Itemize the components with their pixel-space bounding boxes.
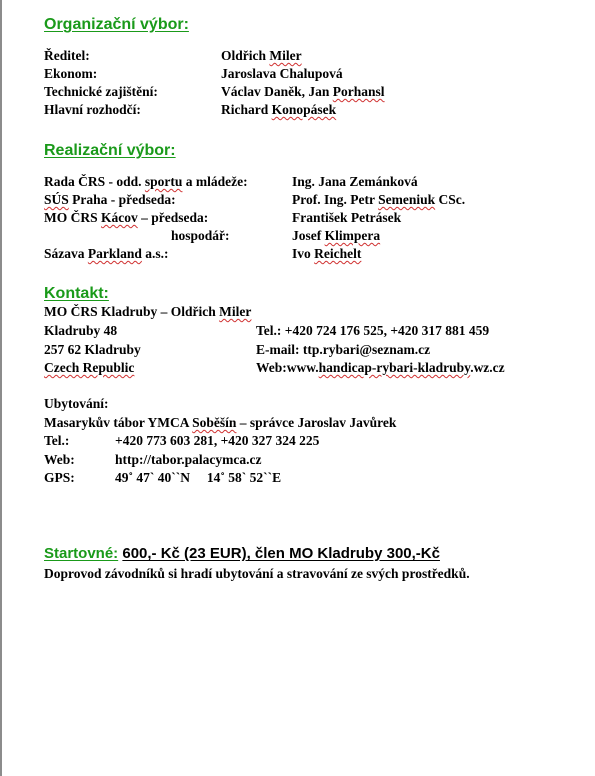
lodging-tel-value: +420 773 603 281, +420 327 324 225 <box>115 433 320 448</box>
org-director-label: Ředitel: <box>44 48 90 63</box>
lodging-gps-value: 49˚ 47` 40``N 14˚ 58` 52``E <box>115 470 282 485</box>
contact-heading: Kontakt: <box>44 285 109 302</box>
entry-fee-note: Doprovod závodníků si hradí ubytování a stravování ze svých prostředků. <box>44 566 470 581</box>
org-economist-value: Jaroslava Chalupová <box>221 66 343 81</box>
entry-fee-value: 600,- Kč (23 EUR), člen MO Kladruby 300,-Kč <box>122 545 440 562</box>
contact-address-line-2: 257 62 Kladruby <box>44 342 141 357</box>
real-row-3-value: František Petrásek <box>292 210 402 225</box>
lodging-name: Masarykův tábor YMCA Soběšín – správce Jaroslav Javůrek <box>44 415 397 430</box>
real-row-2-label: SÚS Praha - předseda: <box>44 192 176 207</box>
real-row-4-label: hospodář: <box>171 228 230 243</box>
contact-phone: Tel.: +420 724 176 525, +420 317 881 459 <box>256 323 490 338</box>
realization-committee-heading: Realizační výbor: <box>44 142 176 159</box>
lodging-gps-label: GPS: <box>44 470 75 485</box>
real-row-4-value: Josef Klimpera <box>292 228 381 243</box>
contact-web: Web:www.handicap-rybari-kladruby.wz.cz <box>256 360 505 375</box>
org-technical-value: Václav Daněk, Jan Porhansl <box>221 84 385 99</box>
real-row-5-value: Ivo Reichelt <box>292 246 362 261</box>
org-technical-label: Technické zajištění: <box>44 84 158 99</box>
real-row-1-label: Rada ČRS - odd. sportu a mládeže: <box>44 174 248 189</box>
lodging-web-label: Web: <box>44 452 75 467</box>
contact-name: MO ČRS Kladruby – Oldřich Miler <box>44 304 252 319</box>
entry-fee-line <box>44 545 440 562</box>
real-row-2-value: Prof. Ing. Petr Semeniuk CSc. <box>292 192 466 207</box>
real-row-1-value: Ing. Jana Zemánková <box>292 174 418 189</box>
org-referee-value: Richard Konopásek <box>221 102 337 117</box>
org-economist-label: Ekonom: <box>44 66 98 81</box>
real-row-3-label: MO ČRS Kácov – předseda: <box>44 210 209 225</box>
entry-fee-label: Startovné: <box>44 545 119 562</box>
lodging-web-value: http://tabor.palacymca.cz <box>115 452 262 467</box>
org-referee-label: Hlavní rozhodčí: <box>44 102 141 117</box>
lodging-heading: Ubytování: <box>44 396 109 411</box>
org-director-value: Oldřich Miler <box>221 48 302 63</box>
contact-address-line-3: Czech Republic <box>44 360 135 375</box>
lodging-tel-label: Tel.: <box>44 433 70 448</box>
contact-address-line-1: Kladruby 48 <box>44 323 118 338</box>
real-row-5-label: Sázava Parkland a.s.: <box>44 246 169 261</box>
contact-email: E-mail: ttp.rybari@seznam.cz <box>256 342 431 357</box>
org-committee-heading: Organizační výbor: <box>44 16 189 33</box>
